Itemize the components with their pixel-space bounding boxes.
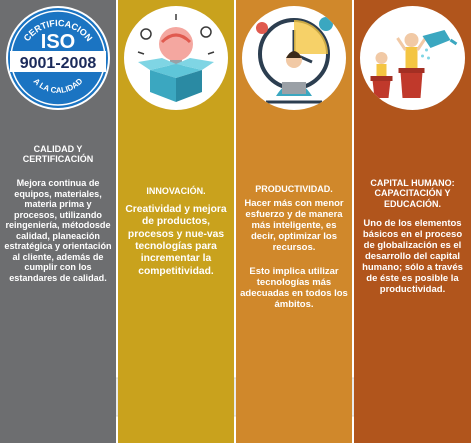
iso-text: ISO: [40, 31, 76, 53]
calidad-body: Mejora continua de equipos, materiales, materia prima y procesos, utilizando reingeniería, métodosde calidad, planeación estratégica y orientación al cliente, además de cumplir con los estandares de calidad.: [4, 178, 112, 283]
innovation-illustration-circle: [124, 6, 228, 110]
calidad-heading: CALIDAD Y CERTIFICACIÓN: [22, 144, 94, 165]
iso-seal-icon: [6, 6, 110, 110]
productividad-body-2: Esto implica utilizar tecnologías más adecuadas en todos los ámbitos.: [240, 266, 348, 311]
clock-person-icon: [242, 6, 346, 110]
productividad-body: Hacer más con menor esfuerzo y de manera más inteligente, es decir, optimizar los recursos.: [244, 198, 344, 254]
innovacion-heading: INNOVACIÓN.: [146, 186, 206, 196]
iso-bottom-text: A LA CALIDAD: [31, 76, 85, 95]
human-capital-illustration-circle: [360, 6, 465, 110]
iso-number-text: 9001-2008: [19, 55, 97, 72]
iso-top-text: CERTIFICACION: [21, 17, 95, 44]
capital-humano-heading: CAPITAL HUMANO: CAPACITACIÓN Y EDUCACIÓN.: [370, 178, 455, 209]
productivity-illustration-circle: [242, 6, 346, 110]
growing-people-icon: [360, 6, 465, 110]
column-productividad: [236, 0, 352, 443]
column-calidad: [0, 0, 116, 443]
innovacion-body: Creatividad y mejora de productos, procesos y nue-vas tecnologías para incrementar la competitividad.: [125, 204, 227, 277]
lightbulb-box-icon: [124, 6, 228, 110]
iso-logo-circle: [6, 6, 110, 110]
productividad-heading: PRODUCTIVIDAD.: [255, 184, 333, 194]
column-innovacion: [118, 0, 234, 443]
capital-humano-body: Uno de los elementos básicos en el proceso de globalización es el desarrollo del capital humano; sólo a través de éste es posible la productividad.: [362, 218, 463, 296]
column-capital-humano: [354, 0, 471, 443]
